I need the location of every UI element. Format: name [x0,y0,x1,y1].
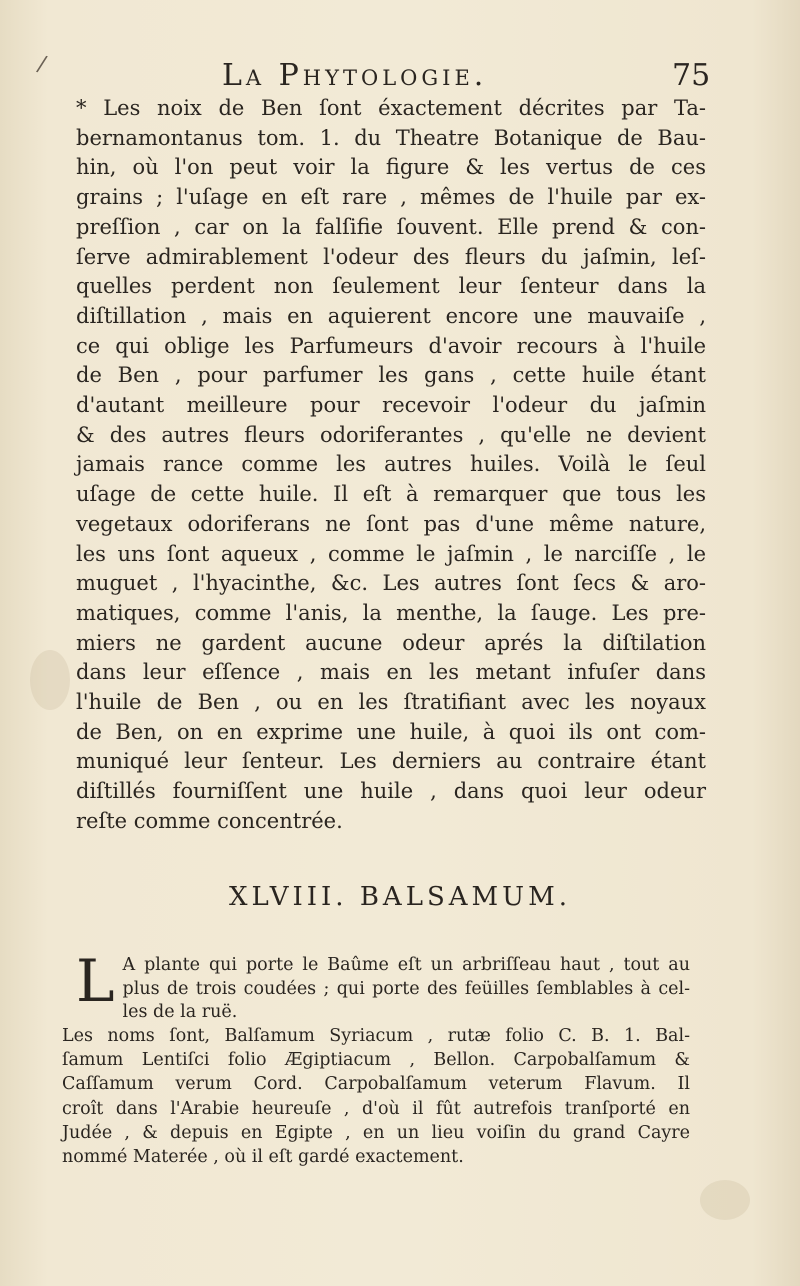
names-paragraph [62,1024,690,1169]
text-line: Judée , & depuis en Egipte , en un lieu voiſin du grand Cayre [62,1122,690,1143]
text-line: l'huile de Ben , ou en les ſtratifiant avec les noyaux [76,690,706,715]
page-header [0,58,800,98]
text-line: nommé Materée , où il eſt gardé exactement. [62,1147,464,1168]
text-line: A plante qui porte le Baûme eſt un arbriſſeau haut , tout au [122,955,690,975]
text-line: les de la ruë. [122,1002,238,1022]
running-title: La Phytologie. [222,58,488,93]
page-number: 75 [672,58,711,93]
text-line: ſerve admirablement l'odeur des fleurs du jaſmin, leſ- [76,244,706,269]
text-line: jamais rance comme les autres huiles. Voilà le ſeul [76,452,706,477]
text-line: hin, où l'on peut voir la figure & les vertus de ces [76,155,706,180]
paper-stain [30,650,70,710]
text-line: & des autres fleurs odoriferantes , qu'elle ne devient [76,422,706,447]
text-line: croît dans l'Arabie heureuſe , d'où il fût autrefois tranſporté en [62,1098,690,1119]
text-line: * Les noix de Ben ſont éxactement décrites par Ta- [76,96,706,120]
section-heading: XLVIII. BALSAMUM. [229,882,571,912]
main-paragraph [76,94,706,837]
text-line: les uns ſont aqueux , comme le jaſmin , le narciſſe , le [76,541,706,566]
text-line: Caſſamum verum Cord. Carpobalſamum veterum Flavum. Il [62,1074,690,1095]
text-line: diſtillation , mais en aquierent encore une mauvaiſe , [76,303,706,328]
text-line: d'autant meilleure pour recevoir l'odeur du jaſmin [76,393,706,418]
text-line: vegetaux odoriferans ne ſont pas d'une même nature, [76,511,706,536]
text-line: uſage de cette huile. Il eſt à remarquer que tous les [76,482,706,507]
text-line: dans leur eſſence , mais en les metant infuſer dans [76,660,706,685]
drop-cap: L [76,947,115,1015]
margin-pencil-mark: / [34,51,49,78]
text-line: de Ben, on en exprime une huile, à quoi ils ont com- [76,719,706,744]
description-paragraph [76,947,690,1025]
text-line: de Ben , pour parfumer les gans , cette huile étant [76,363,706,388]
text-line: preſſion , car on la falſifie ſouvent. Elle prend & con- [76,214,706,239]
text-line: diſtillés fourniſſent une huile , dans quoi leur odeur [76,779,706,804]
text-line: ce qui oblige les Parfumeurs d'avoir recours à l'huile [76,333,706,358]
text-line: plus de trois coudées ; qui porte des feüilles ſemblables à cel- [122,978,690,999]
text-line: reſte comme concentrée. [76,808,343,833]
text-line: miers ne gardent aucune odeur aprés la diſtilation [76,630,706,655]
paper-stain [700,1180,750,1220]
text-line: ſamum Lentiſci folio Ægiptiacum , Bellon. Carpobalſamum & [62,1050,690,1071]
text-line: muniqué leur ſenteur. Les derniers au contraire étant [76,749,706,774]
text-line: bernamontanus tom. 1. du Theatre Botanique de Bau- [76,125,706,150]
text-line: quelles perdent non ſeulement leur ſenteur dans la [76,274,706,299]
text-line: grains ; l'uſage en eſt rare , mêmes de l'huile par ex- [76,185,706,210]
text-line: matiques, comme l'anis, la menthe, la ſauge. Les pre- [76,600,706,625]
text-line: muguet , l'hyacinthe, &c. Les autres ſont ſecs & aro- [76,571,706,596]
text-line: Les noms ſont, Balſamum Syriacum , rutæ folio C. B. 1. Bal- [62,1026,690,1046]
